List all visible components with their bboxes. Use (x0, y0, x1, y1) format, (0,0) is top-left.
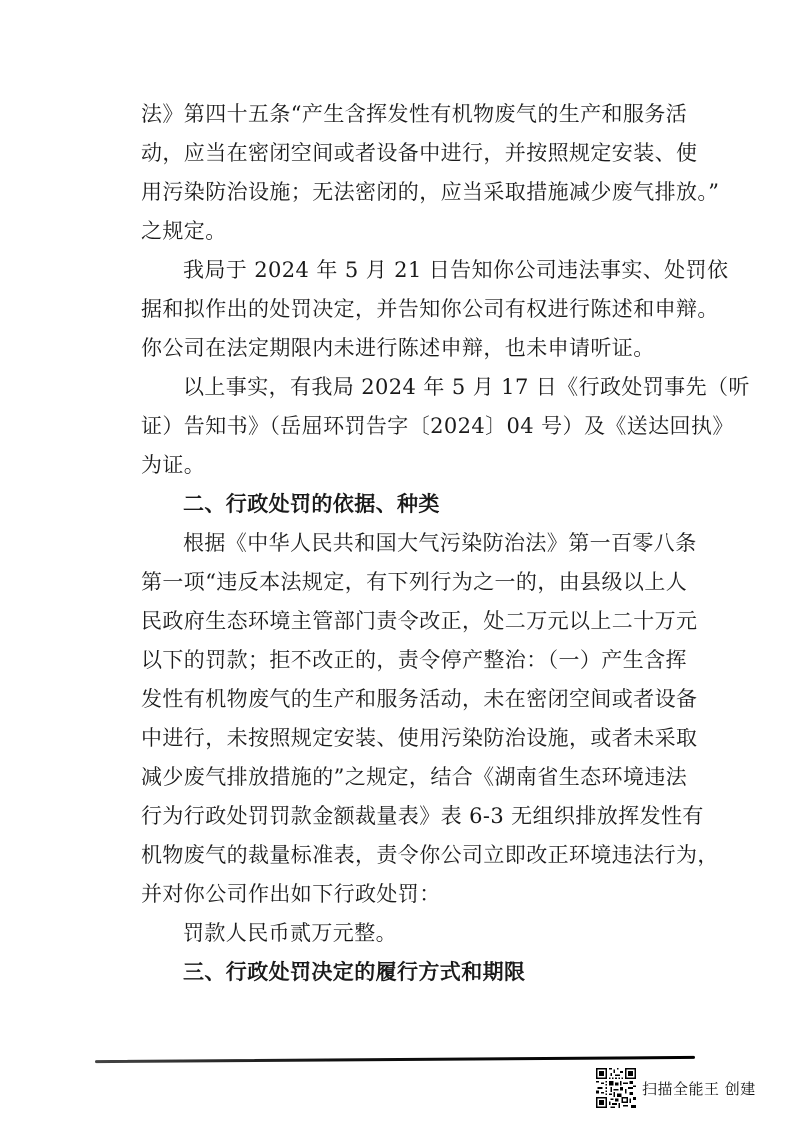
text-line: 机物废气的裁量标准表，责令你公司立即改正环境违法行为， (141, 843, 719, 867)
text-line: 根据《中华人民共和国大气污染防治法》第一百零八条 (183, 531, 697, 555)
text-line: 你公司在法定期限内未进行陈述申辩，也未申请听证。 (141, 336, 655, 360)
text-line: 发性有机物废气的生产和服务活动，未在密闭空间或者设备 (141, 687, 698, 711)
text-line: 法》第四十五条“产生含挥发性有机物废气的生产和服务活 (141, 102, 688, 126)
text-line: 动，应当在密闭空间或者设备中进行，并按照规定安装、使 (141, 141, 698, 165)
scanner-watermark-text: 扫描全能王 创建 (642, 1080, 756, 1098)
text-line: 之规定。 (141, 219, 227, 243)
footer-divider (95, 1056, 695, 1063)
text-line: 以上事实，有我局 2024 年 5 月 17 日《行政处罚事先（听 (183, 375, 750, 399)
text-line: 民政府生态环境主管部门责令改正，处二万元以上二十万元 (141, 609, 698, 633)
qr-code-icon (596, 1068, 636, 1108)
text-line: 用污染防治设施；无法密闭的，应当采取措施减少废气排放。” (141, 180, 720, 204)
text-line: 我局于 2024 年 5 月 21 日告知你公司违法事实、处罚依 (183, 258, 729, 282)
section-heading: 三、行政处罚决定的履行方式和期限 (183, 960, 526, 984)
section-heading: 二、行政处罚的依据、种类 (183, 492, 440, 516)
text-line: 行为行政处罚罚款金额裁量表》表 6-3 无组织排放挥发性有 (141, 804, 704, 828)
text-line: 据和拟作出的处罚决定，并告知你公司有权进行陈述和申辩。 (141, 297, 719, 321)
text-line: 证）告知书》（岳屈环罚告字〔2024〕04 号）及《送达回执》 (141, 414, 734, 438)
text-line: 减少废气排放措施的”之规定，结合《湖南省生态环境违法 (141, 765, 688, 789)
text-line: 罚款人民币贰万元整。 (183, 921, 397, 945)
text-line: 以下的罚款；拒不改正的，责令停产整治：（一）产生含挥 (141, 648, 687, 672)
text-line: 为证。 (141, 453, 206, 477)
text-line: 并对你公司作出如下行政处罚： (141, 882, 441, 906)
text-line: 中进行，未按照规定安装、使用污染防治设施，或者未采取 (141, 726, 698, 750)
text-line: 第一项“违反本法规定，有下列行为之一的，由县级以上人 (141, 570, 688, 594)
